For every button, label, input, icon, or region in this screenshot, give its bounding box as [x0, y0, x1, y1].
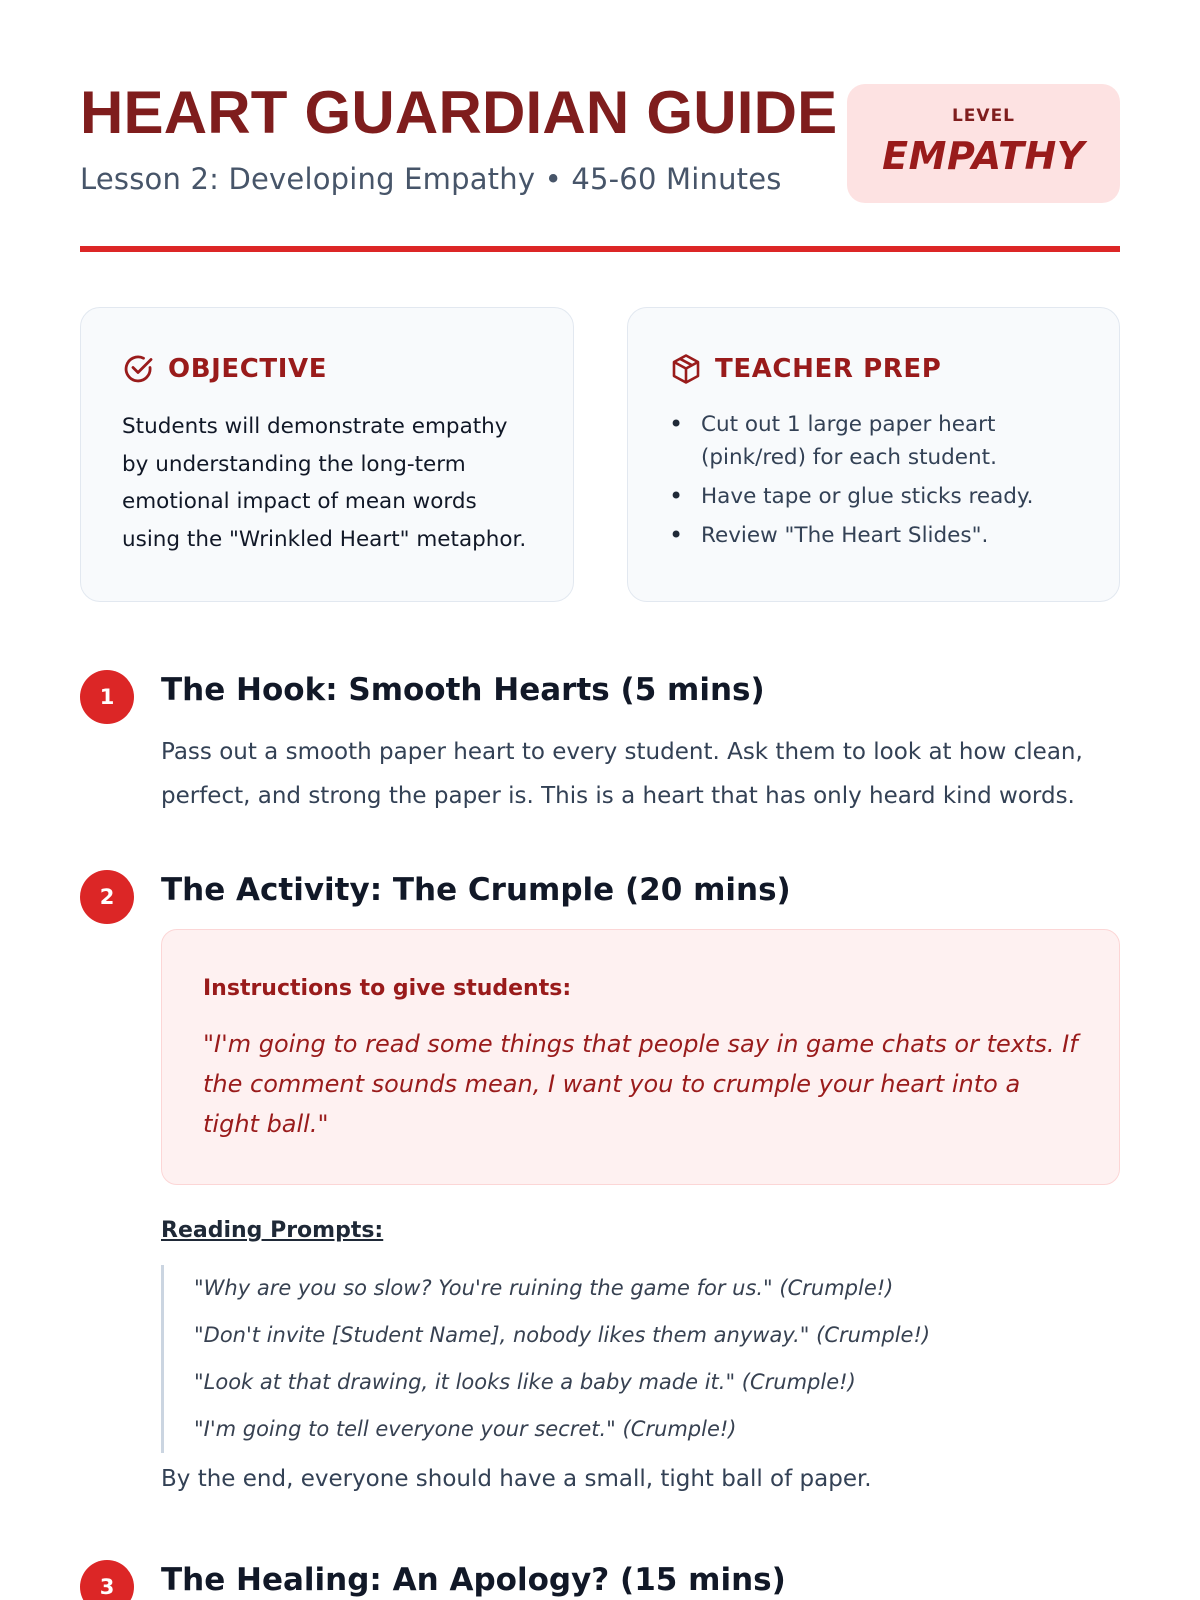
lesson-subtitle: Lesson 2: Developing Empathy • 45-60 Minutes [80, 162, 782, 196]
teacher-prep-header [669, 352, 941, 386]
step-3-title: The Healing: An Apology? (15 mins) [161, 1562, 786, 1598]
reading-prompts-list [161, 1265, 1061, 1453]
step-2-closing-text: By the end, everyone should have a small, tight ball of paper. [161, 1466, 872, 1492]
instructions-quote: "I'm going to read some things that people say in game chats or texts. If the comment sounds mean, I want you to crumple your heart into a tight ball." [203, 1030, 1078, 1138]
list-item: "Look at that drawing, it looks like a baby made it." (Crumple!) [194, 1370, 856, 1394]
level-value: EMPATHY [882, 134, 1085, 178]
header-divider [80, 246, 1120, 252]
list-item: "Don't invite [Student Name], nobody likes them anyway." (Crumple!) [194, 1323, 931, 1347]
teacher-prep-card [627, 307, 1120, 602]
reading-prompts-label: Reading Prompts: [161, 1218, 384, 1243]
step-1-badge: 1 [80, 670, 134, 724]
list-item: "Why are you so slow? You're ruining the game for us." (Crumple!) [194, 1276, 894, 1300]
step-1-title: The Hook: Smooth Hearts (5 mins) [161, 672, 765, 708]
step-2-badge: 2 [80, 870, 134, 924]
level-label: LEVEL [951, 106, 1016, 126]
check-circle-icon [122, 352, 156, 386]
objective-card [80, 307, 574, 602]
objective-header [122, 352, 327, 386]
package-icon [669, 352, 703, 386]
objective-title: OBJECTIVE [168, 354, 328, 384]
teacher-prep-list [669, 408, 1089, 558]
list-item: "I'm going to tell everyone your secret." (Crumple!) [194, 1417, 737, 1441]
teacher-prep-title: TEACHER PREP [715, 354, 942, 384]
instructions-label: Instructions to give students: [203, 976, 572, 1001]
level-badge [847, 84, 1120, 203]
step-2-title: The Activity: The Crumple (20 mins) [161, 872, 791, 908]
instructions-callout [161, 929, 1120, 1185]
page-title: HEART GUARDIAN GUIDE [80, 79, 838, 146]
step-3-badge: 3 [80, 1560, 134, 1600]
step-1-text: Pass out a smooth paper heart to every student. Ask them to look at how clean, perfect, and strong the paper is. This is a heart that has only heard kind words. [161, 739, 1083, 809]
list-item: • Review "The Heart Slides". [669, 519, 1089, 552]
list-item: • Have tape or glue sticks ready. [669, 480, 1089, 513]
list-item: • Cut out 1 large paper heart (pink/red) for each student. [669, 408, 1089, 474]
objective-text: Students will demonstrate empathy by understanding the long-term emotional impact of mean words using the "Wrinkled Heart" metaphor. [122, 414, 527, 552]
